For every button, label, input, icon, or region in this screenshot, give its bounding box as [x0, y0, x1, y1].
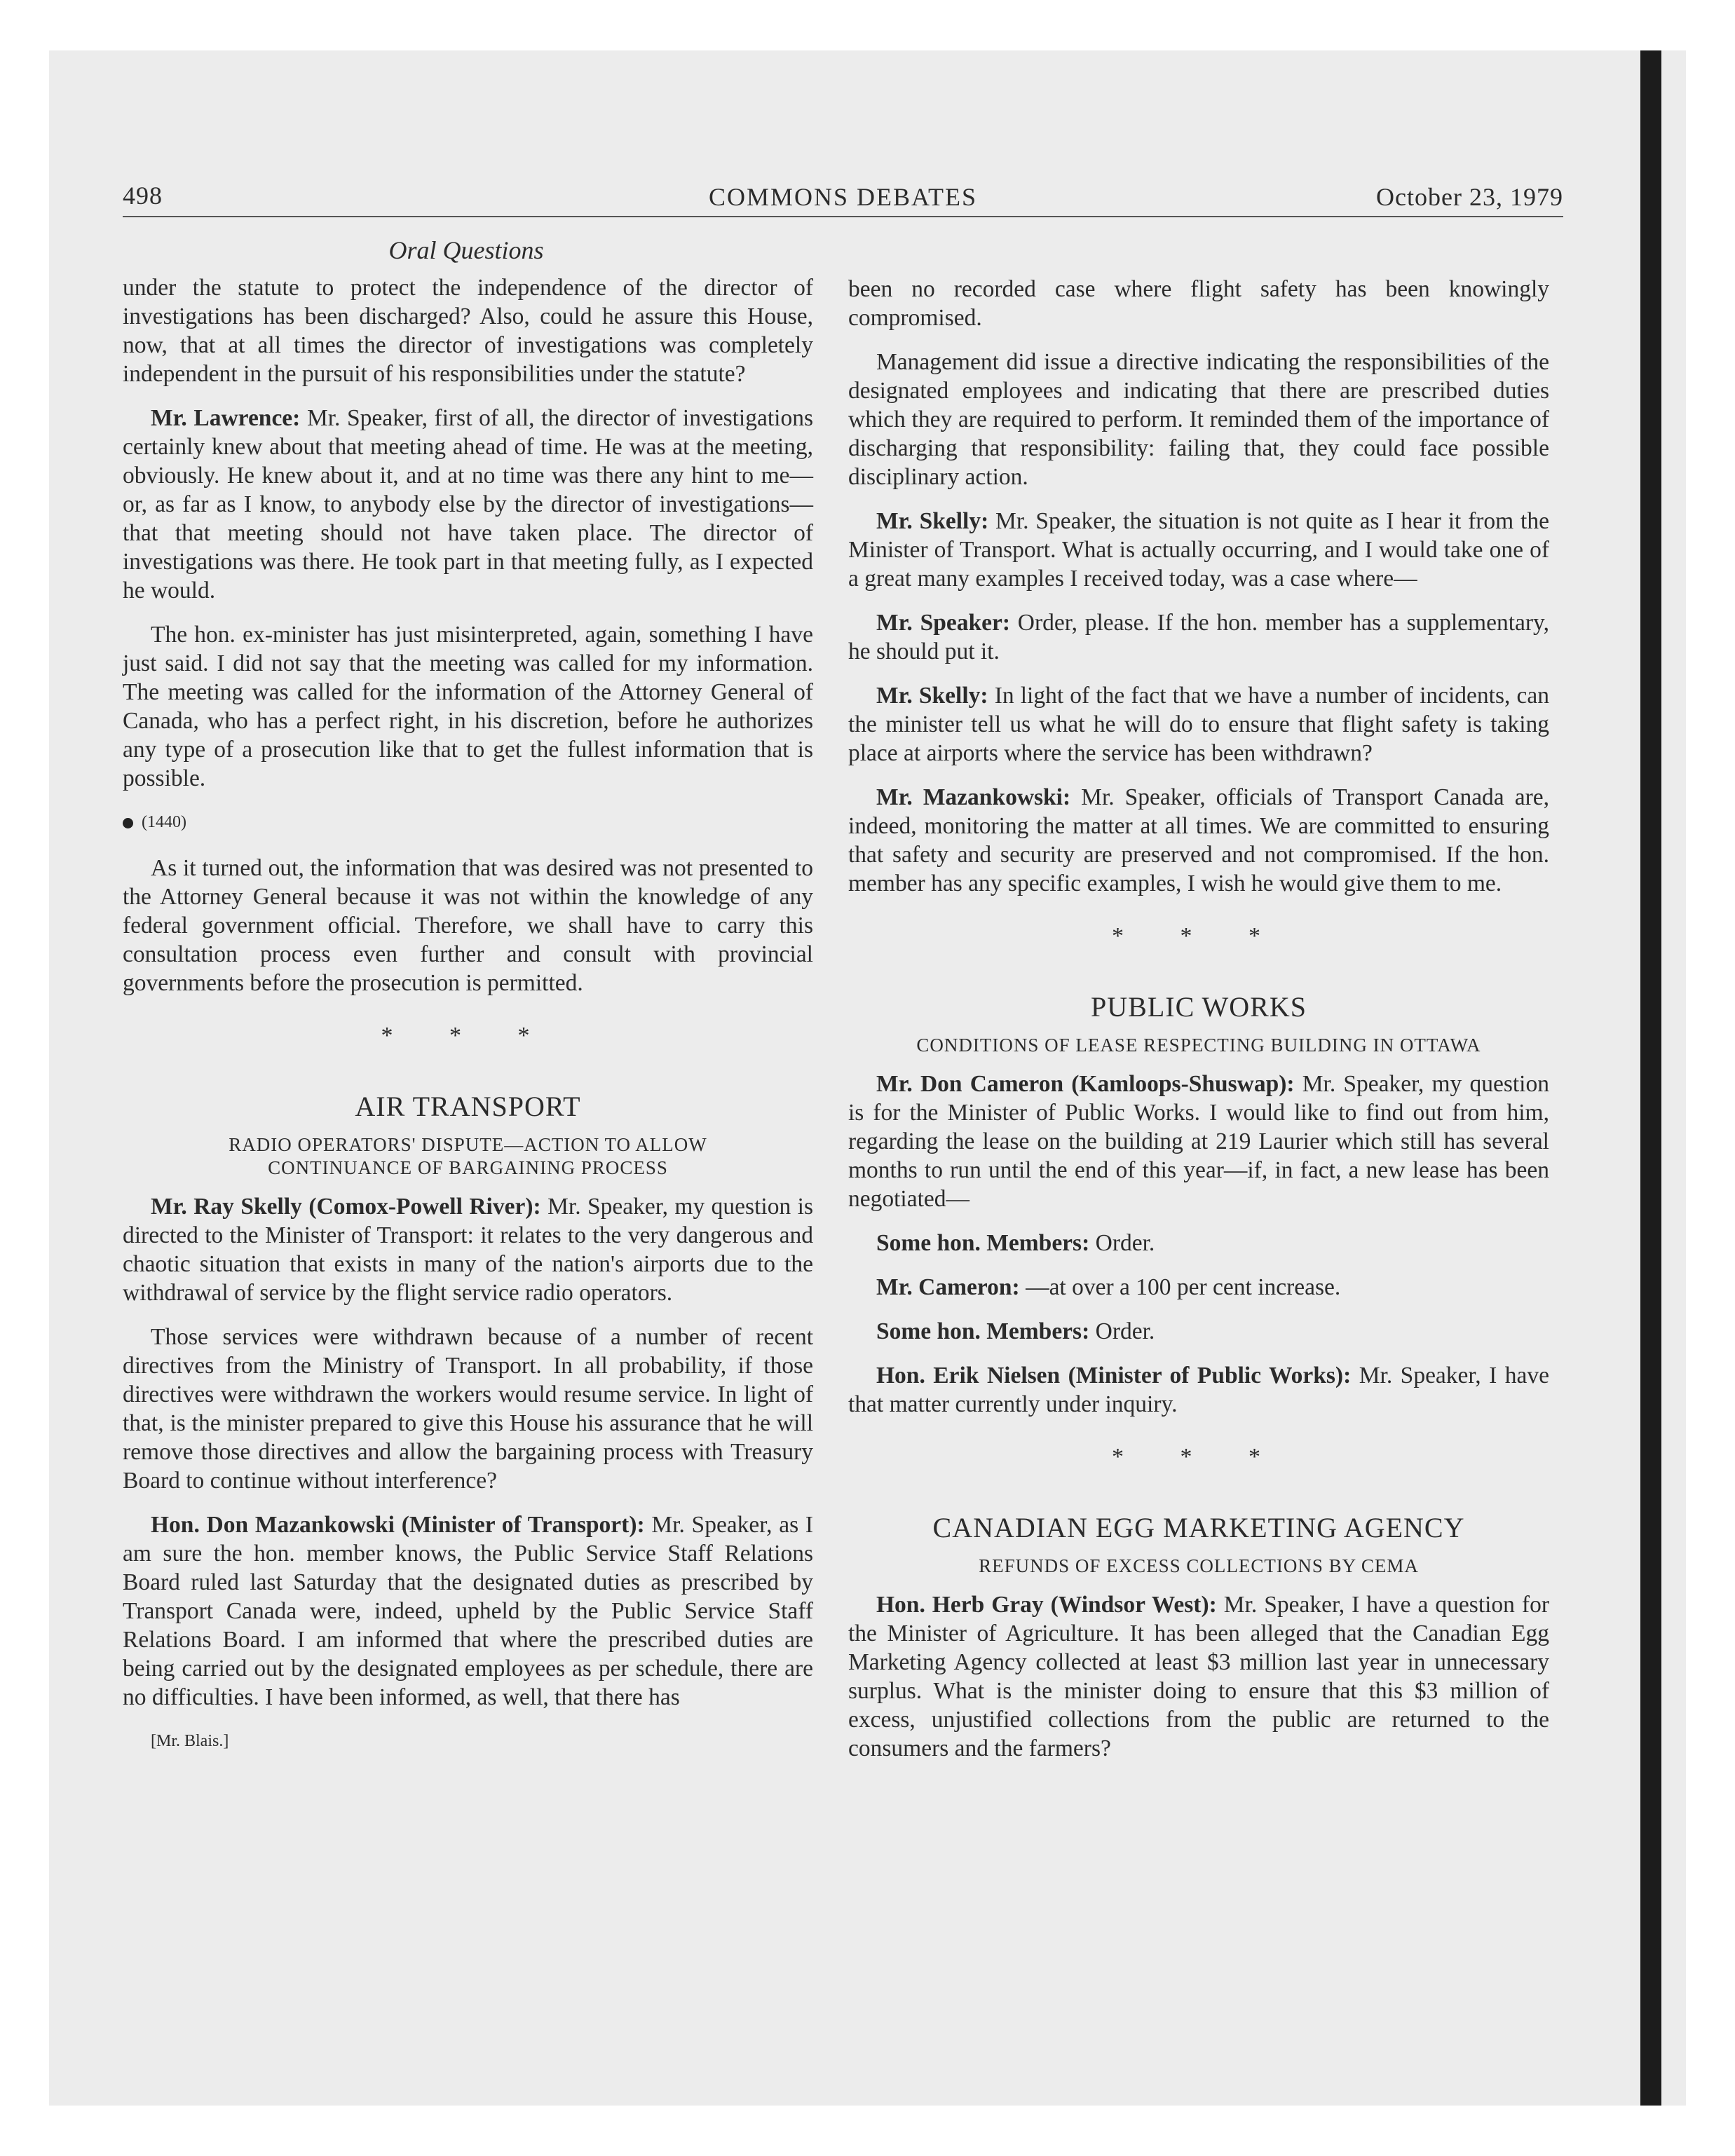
paragraph [848, 507, 1549, 593]
speech-text: Order. [1089, 1318, 1155, 1344]
paragraph [848, 681, 1549, 767]
paragraph: Those services were withdrawn because of a number of recent directives from the Ministry of Transport. In all probability, if those directives were withdrawn the workers would resume service. In light of that, is the minister prepared to give this House his assurance that he will remove those directives and allow the bargaining process with Treasury Board to continue without interference? [123, 1324, 813, 1494]
speech-text: Mr. Speaker, first of all, the director of investigations certainly knew about that meeting ahead of time. He was at the meeting, obviously. He knew about it, and at no time was there any hint to me—or, as far as I know, to anybody else by the director of investigations—that that meeting should not have taken place. The director of investigations was there. He took part in that meeting fully, as I expected he would. [123, 405, 814, 603]
speech-text: Mr. Speaker, officials of Transport Canada are, indeed, monitoring the matter at all times. We are committed to ensuring that safety and security are preserved and not compromised. If the hon. member has any specific examples, I wish he would give them to me. [848, 784, 1549, 896]
scan-edge-shadow [1640, 50, 1661, 2106]
left-column [123, 273, 813, 1771]
speech-text: Mr. Speaker, my question is directed to the Minister of Transport: it relates to the very dangerous and chaotic situation that exists in many of the nation's airports due to the withdrawal of service by the flight service radio operators. [123, 1194, 813, 1306]
paragraph [848, 1590, 1549, 1763]
speaker-name: Mr. Mazankowski: [876, 784, 1071, 810]
paragraph: been no recorded case where flight safety has been knowingly compromised. [848, 276, 1549, 331]
paragraph [848, 783, 1549, 898]
page-number: 498 [123, 182, 163, 210]
speech-text: Mr. Speaker, I have a question for the Minister of Agriculture. It has been alleged that the Canadian Egg Marketing Agency collected at least $3 million last year in unnecessary surplus. What is the minister doing to ensure that this $3 million of excess, unjustified collections from the public are returned to the consumers and the farmers? [848, 1592, 1549, 1761]
speech-text: Mr. Speaker, my question is for the Minister of Public Works. I would like to find out from him, regarding the lease on the building at 219 Laurier which still has several months to run until the end of this year—if, in fact, a new lease has been negotiated— [848, 1071, 1549, 1212]
speaker-name: Mr. Ray Skelly (Comox-Powell River): [151, 1194, 541, 1220]
section-divider: * * * [1112, 1444, 1286, 1470]
bullet-icon [123, 818, 133, 828]
speaker-name: Hon. Erik Nielsen (Minister of Public Works): [876, 1363, 1352, 1389]
paragraph [123, 1192, 813, 1307]
speech-text: Order. [1089, 1230, 1155, 1256]
speech-text: In light of the fact that we have a number of incidents, can the minister tell us what he will do to ensure that flight safety is taking place at airports where the service has been withdrawn? [848, 683, 1549, 766]
section-heading: AIR TRANSPORT [355, 1091, 581, 1122]
section-divider: * * * [1112, 923, 1286, 949]
section-heading: CANADIAN EGG MARKETING AGENCY [932, 1512, 1465, 1543]
speech-text: Mr. Speaker, the situation is not quite as I hear it from the Minister of Transport. What is actually occurring, and I would take one of a great many examples I received today, was a case where— [848, 508, 1549, 592]
paragraph: As it turned out, the information that was desired was not presented to the Attorney General because it was not within the knowledge of any federal government official. Therefore, we shall have to carry this consultation process even further and consult with provincial governments before the prosecution is permitted. [123, 855, 813, 996]
speaker-name: Mr. Lawrence: [151, 405, 301, 431]
speaker-name: Mr. Skelly: [876, 508, 989, 534]
speaker-name: Mr. Skelly: [876, 683, 988, 709]
section-tag: Oral Questions [388, 236, 544, 264]
speaker-name: Hon. Herb Gray (Windsor West): [876, 1592, 1217, 1618]
section-subheading: REFUNDS OF EXCESS COLLECTIONS BY CEMA [979, 1555, 1419, 1576]
speaker-name: Mr. Speaker: [876, 610, 1010, 636]
speaker-name: Hon. Don Mazankowski (Minister of Transport): [151, 1512, 645, 1538]
paragraph: Management did issue a directive indicating the responsibilities of the designated employees and indicating that there are prescribed duties which they are required to perform. It reminded them of the importance of discharging that responsibility: failing that, they could face possible disciplinary action. [848, 349, 1549, 490]
subheading-line: RADIO OPERATORS' DISPUTE—ACTION TO ALLOW [229, 1134, 707, 1155]
speech-text: Order, please. If the hon. member has a supplementary, he should put it. [848, 610, 1549, 664]
right-column [848, 275, 1549, 1778]
paragraph [848, 1273, 1549, 1302]
paragraph [848, 1070, 1549, 1213]
publication-title: COMMONS DEBATES [708, 183, 978, 211]
section-subheading [123, 1133, 813, 1180]
paragraph [123, 1510, 813, 1712]
page-header [123, 181, 1563, 217]
subheading-line: CONTINUANCE OF BARGAINING PROCESS [268, 1157, 668, 1178]
section-divider: * * * [381, 1023, 555, 1049]
time-marker-text: (1440) [142, 813, 186, 831]
speech-text: —at over a 100 per cent increase. [1019, 1274, 1341, 1300]
paragraph [848, 1361, 1549, 1419]
paragraph [848, 1317, 1549, 1346]
speech-text: Mr. Speaker, as I am sure the hon. member knows, the Public Service Staff Relations Board ruled last Saturday that the designated duties as prescribed by Transport Canada were, indeed, upheld by the Public Service Staff Relations Board. I am informed that where the prescribed duties are being carried out by the designated employees as per schedule, there are no difficulties. I have been informed, as well, that there has [123, 1512, 813, 1710]
speaker-name: Mr. Cameron: [876, 1274, 1020, 1300]
publication-date: October 23, 1979 [1376, 183, 1563, 211]
paragraph [123, 404, 813, 605]
section-heading: PUBLIC WORKS [1091, 991, 1307, 1023]
paragraph [848, 608, 1549, 666]
speaker-name: Mr. Don Cameron (Kamloops-Shuswap): [876, 1071, 1295, 1097]
paragraph: The hon. ex-minister has just misinterpreted, again, something I have just said. I did not say that the meeting was called for my information. The meeting was called for the information of the Attorney General of Canada, who has a perfect right, in his discretion, before he authorizes any type of a prosecution like that to get the fullest information that is possible. [123, 622, 813, 791]
speaker-name: Some hon. Members: [876, 1318, 1090, 1344]
section-subheading: CONDITIONS OF LEASE RESPECTING BUILDING IN OTTAWA [916, 1035, 1481, 1056]
paragraph: under the statute to protect the independence of the director of investigations has been discharged? Also, could he assure this House, now, that at all times the director of investigations was completely independent in the pursuit of his responsibilities under the statute? [123, 275, 813, 387]
speech-text: Mr. Speaker, I have that matter currently under inquiry. [848, 1363, 1549, 1417]
speaker-name: Some hon. Members: [876, 1230, 1090, 1256]
footer-note: [Mr. Blais.] [151, 1732, 229, 1750]
time-marker [123, 808, 813, 837]
paragraph [848, 1229, 1549, 1257]
